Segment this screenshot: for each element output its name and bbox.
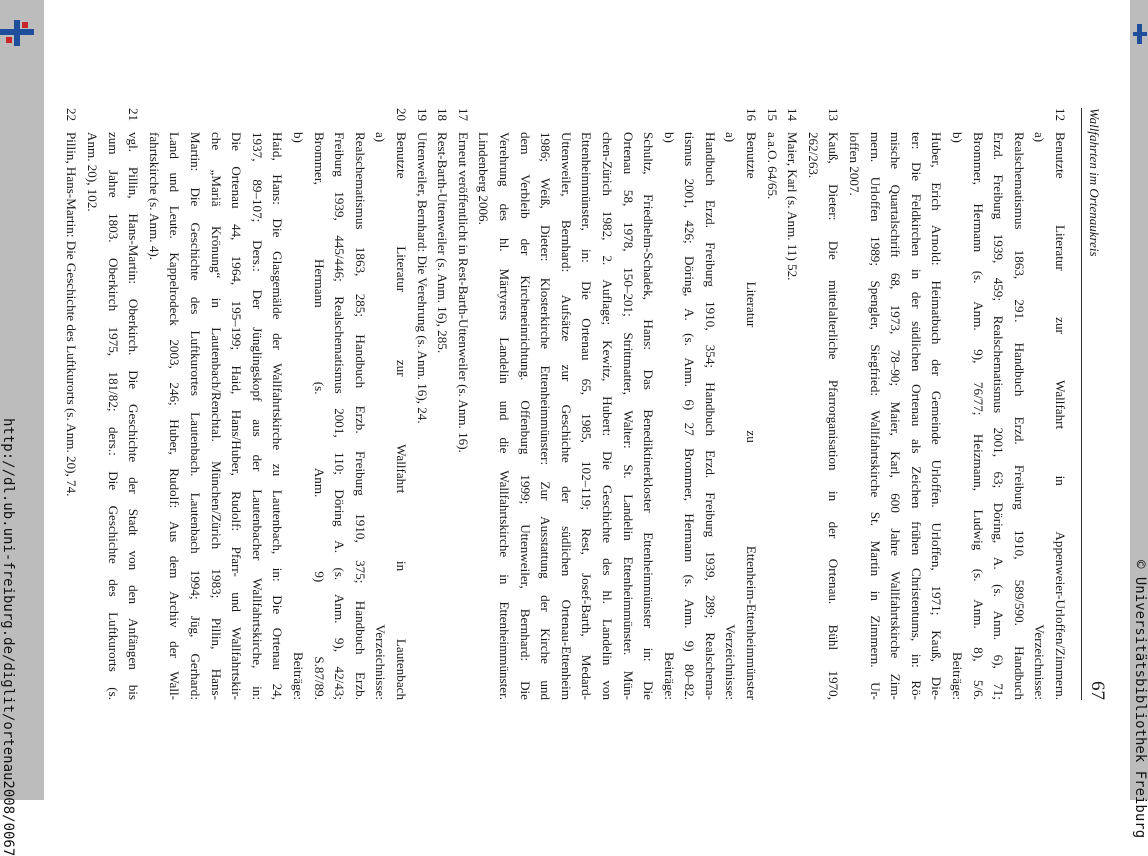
footnote-number: 20 <box>394 108 409 122</box>
footnote-line: mische Quartalschrift 68, 1973, 78–90; Maier, Karl, 600 Jahre Wallfahrtskirche Zim- <box>888 132 904 700</box>
footnote-text <box>843 132 1070 700</box>
footnote-line: ter: Die Feldkirchen in der südlichen Ortenau als Zeichen frühen Christentums, in: Rö- <box>908 132 924 700</box>
footnote-line: Pillin, Hans-Martin: Die Geschichte des Luftkurorts (s. Anm. 20), 74. <box>64 132 80 497</box>
header-title: Wallfahrten im Ortenaukreis <box>1087 108 1102 257</box>
footnote-line: che „Mariä Krönung“ in Lautenbach/Renchtal. München/Zürich 1983; Pillin, Hans- <box>208 132 224 700</box>
running-head <box>1081 108 1108 700</box>
footnote-line: Benutzte Literatur zur Wallfahrt in Appenweier-Urloffen/Zimmern. <box>1053 132 1068 700</box>
footnote <box>432 108 453 700</box>
footnote-number: 12 <box>1053 108 1068 122</box>
footnotes <box>61 108 1070 700</box>
footnote-line: Haid, Hans: Die Glasgemälde der Wallfahrtskirche zu Lautenbach, in: Die Ortenau 24, <box>270 132 286 700</box>
footnote-line: Anm. 20), 102. <box>85 132 101 212</box>
footnote-line: mern. Urloffen 1989; Spengler, Siegfried: Wallfahrtskirche St. Martin in Zimmern. Ur- <box>867 132 883 700</box>
footnote-text <box>473 132 761 700</box>
footnote-number: 14 <box>785 108 801 122</box>
footnote-line: Benutzte Literatur zu Ettenheim-Ettenheimmünster <box>744 132 760 700</box>
footnote-line: Erneut veröffentlicht in Rest-Barth-Uttenweiler (s. Anm. 16). <box>455 132 471 453</box>
footnote-text <box>82 132 144 700</box>
footnote-line: Realschematismus 1863, 291. Handbuch Erzd. Freiburg 1910, 589/590. Handbuch <box>1011 132 1027 700</box>
footnote-line: Brommer, Hermann (s. Anm. 9), 76/77; Heizmann, Ludwig (s. Anm. 8), 5/6. <box>970 132 986 700</box>
footnote-line: fahrtskirche (s. Anm. 4). <box>146 132 162 260</box>
footnote-line: a) Verzeichnisse: <box>723 132 739 700</box>
footnote-line: Benutzte Literatur zur Wallfahrt in Lautenbach <box>394 132 409 700</box>
ub-freiburg-logo-icon-right <box>1133 24 1147 44</box>
footnote-text <box>143 132 411 700</box>
footnote-number: 16 <box>744 108 760 122</box>
document-url-text[interactable]: http://dl.ub.uni-freiburg.de/diglit/ortenau2008/0067 <box>0 418 16 856</box>
footnote-line: loffen 2007. <box>847 132 863 196</box>
footnote <box>843 108 1070 700</box>
footnote <box>143 108 411 700</box>
footnote-line: Realschematismus 1863, 285; Handbuch Erzb. Freiburg 1910, 375; Handbuch Erzb. <box>352 132 368 700</box>
footnote-line: Maier, Karl (s. Anm. 11) 52. <box>785 132 801 281</box>
footnote <box>452 108 473 700</box>
footnote-line: Handbuch Erzd. Freiburg 1910, 354; Handbuch Erzd. Freiburg 1939, 289; Realschema- <box>702 132 718 700</box>
footnote-number: 19 <box>414 108 430 122</box>
footnote-line: chen-Zürich 1982, 2. Auflage; Kewitz, Hubert: Die Geschichte des hl. Landelin von <box>599 132 615 700</box>
footnote-line: Uttenweiler, Bernhard: Aufsätze zur Geschichte der südlichen Ortenau-Ettenheim <box>558 132 574 700</box>
footnote-line: Kauß, Dieter: Die mittelalterliche Pfarrorganisation in der Ortenau. Bühl 1970, <box>826 132 842 700</box>
footnote-number: 21 <box>126 108 142 122</box>
footnote-line: b) Beiträge: <box>661 132 677 700</box>
footnote-line: Freiburg 1939, 445/446; Realschematismus 2001, 110; Döring A. (s. Anm. 9), 42/43; <box>332 132 348 700</box>
footnote-line: Die Ortenau 44, 1964, 195–199; Haid, Hans/Huber, Rudolf: Pfarr- und Wallfahrtskir- <box>229 132 245 700</box>
footnote <box>61 108 82 700</box>
footnote-line: a.a.O. 64/65. <box>764 132 780 200</box>
footnote-text <box>782 132 803 700</box>
footnote-line: Ettenheimmünster, in: Die Ortenau 65, 1985, 102–119; Rest, Josef-Barth, Medard- <box>579 132 595 700</box>
footnote-line: dem Verbleib der Kircheneinrichtung. Offenburg 1999; Uttenweiler, Bernhard: Die <box>517 132 533 700</box>
ub-freiburg-logo-icon <box>0 18 40 48</box>
footnote-number: 13 <box>826 108 842 122</box>
footnote-line: 1986; Weiß, Dieter: Klosterkirche Ettenheimmünster: Zur Ausstattung der Kirche und <box>538 132 554 700</box>
footnote-number: 18 <box>435 108 451 122</box>
footnote-text <box>61 132 82 700</box>
footnote-number: 17 <box>455 108 471 122</box>
footnote <box>82 108 144 700</box>
footnote-line: Uttenweiler, Bernhard: Die Verehrung (s. Anm. 16), 24. <box>414 132 430 424</box>
footnote-text <box>802 132 843 700</box>
document-page <box>46 0 1130 800</box>
page-number: 67 <box>1087 681 1108 700</box>
footnote-line: a) Verzeichnisse: <box>1032 132 1048 700</box>
footnote-line: 1937, 89–107; Ders.: Der Jünglingskopf aus der Lautenbacher Wallfahrtskirche, in: <box>249 132 265 700</box>
footnote-line: Ortenau 58, 1978, 150–201; Strittmatter, Walter: St. Landelin Ettenheimmünster. Mün- <box>620 132 636 700</box>
footnote <box>782 108 803 700</box>
footnote-line: Lindenberg 2006. <box>476 132 492 225</box>
footnote-line: Martin: Die Geschichte des Luftkurortes Lautenbach. Lautenbach 1994; Jüg, Gerhard: <box>188 132 204 700</box>
footnote-line: Land und Leute. Kappelrodeck 2003, 246; Huber, Rudolf: Aus dem Archiv der Wall- <box>167 132 183 700</box>
footnote-line: vgl. Pillin, Hans-Martin: Oberkirch. Die Geschichte der Stadt von den Anfängen bis <box>126 132 142 700</box>
footnote-number: 15 <box>764 108 780 122</box>
footnote-line: 262/263. <box>805 132 821 179</box>
footnote-line: Schultz, Friedhelm-Schadek, Hans: Das Benediktinerkloster Ettenheimmünster in: Die <box>641 132 657 700</box>
footnote-number: 22 <box>64 108 80 122</box>
footnote-text <box>761 132 782 700</box>
footnote-line: a) Verzeichnisse: <box>373 132 389 700</box>
footnote-line: Erzd. Freiburg 1939, 459; Realschematismus 2001, 63; Döring, A. (s. Anm. 6), 71; <box>991 132 1007 700</box>
footnote-line: zum Jahre 1803. Oberkirch 1975, 181/82; ders.: Die Geschichte des Luftkurorts (s. <box>105 132 121 700</box>
footnote-line: Brommer, Hermann (s. Anm. 9) S.87/89. <box>311 132 327 700</box>
footnote-line: Verehrung des hl. Märtyrers Landelin und die Wallfahrtskirche in Ettenheimmünster. <box>496 132 512 700</box>
footnote-text <box>432 132 453 700</box>
right-copyright-text: © Universitätsbibliothek Freiburg <box>1132 560 1148 839</box>
footnote-text <box>452 132 473 700</box>
footnote <box>761 108 782 700</box>
footnote-line: tismus 2001, 426; Döring, A. (s. Anm. 6) 27 Brommer, Hermann (s. Anm. 9) 80–82. <box>682 132 698 700</box>
footnote <box>802 108 843 700</box>
footnote <box>411 108 432 700</box>
footnote-line: Rest-Barth-Uttenweiler (s. Anm. 16), 285. <box>435 132 451 354</box>
footnote-line: b) Beiträge: <box>950 132 966 700</box>
footnote <box>473 108 761 700</box>
footnote-line: b) Beiträge: <box>291 132 307 700</box>
footnote-line: Huber, Erich Arnold: Heimatbuch der Gemeinde Urloffen. Urloffen, 1971; Kauß, Die- <box>929 132 945 700</box>
footnote-text <box>411 132 432 700</box>
